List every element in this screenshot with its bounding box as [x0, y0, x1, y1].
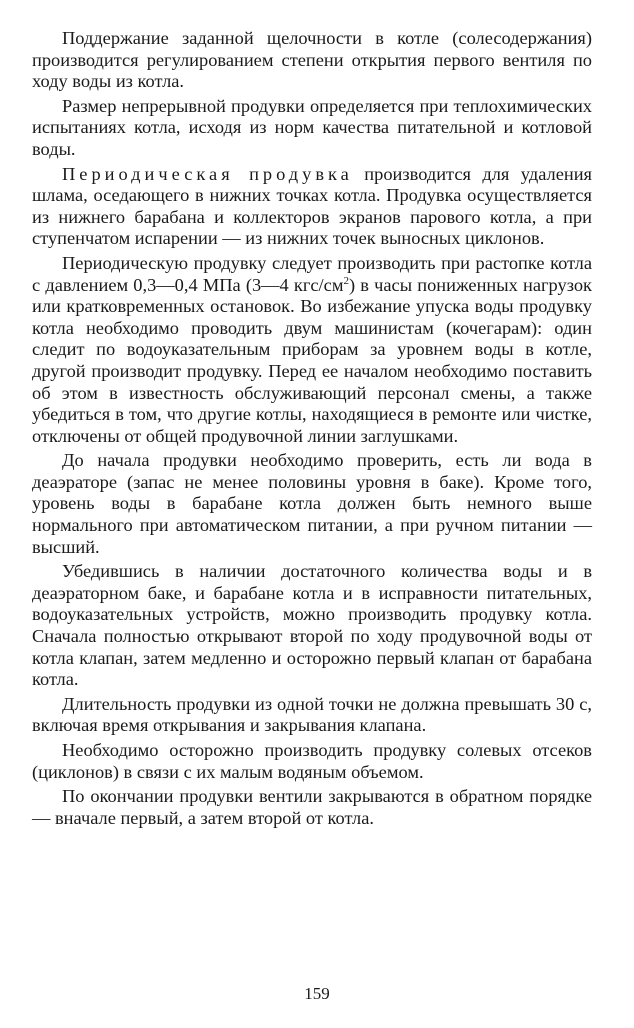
paragraph-blowdown-procedure	[32, 253, 592, 447]
page-number: 159	[304, 984, 330, 1003]
paragraph-closing-order: По окончании продувки вентили закрываются в обратном порядке — вначале первый, а затем второй от котла.	[32, 786, 592, 828]
paragraph-salt-compartments: Необходимо осторожно производить продувку солевых отсеков (циклонов) в связи с их малым водяным объемом.	[32, 740, 592, 782]
page-body	[32, 28, 592, 832]
paragraph-text-after-sup: ) в часы пониженных нагрузок или кратковременных остановок. Во избежание упуска воды продувку котла необходимо проводить двум машинистам (кочегарам): один следит по водоуказательным приборам за уровнем воды в котле, другой производит продувку. Перед ее началом необходимо поставить об этом в известность обслуживающий персонал смены, а также убедиться в том, что другие котлы, находящиеся в ремонте или чистке, отключены от общей продувочной линии заглушками.	[32, 274, 592, 446]
paragraph-deaerator-check: До начала продувки необходимо проверить, есть ли вода в деаэраторе (запас не менее половины уровня в баке). Кроме того, уровень воды в барабане котла должен быть немного выше нормального при автоматическом питании, а при ручном питании — высший.	[32, 450, 592, 557]
emphasis-term: Периодическая продувка	[62, 163, 353, 184]
paragraph-valve-opening: Убедившись в наличии достаточного количества воды и в деаэраторном баке, и барабане котла и в исправности питательных, водоуказательных устройств, можно производить продувку котла. Сначала полностью открывают второй по ходу продувочной воды от котла клапан, затем медленно и осторожно первый клапан от барабана котла.	[32, 561, 592, 690]
paragraph-periodic-blowdown	[32, 164, 592, 250]
paragraph-continuous-blowdown: Размер непрерывной продувки определяется при теплохимических испытаниях котла, исходя из норм качества питательной и котловой воды.	[32, 95, 592, 159]
superscript: 2	[343, 274, 349, 287]
paragraph-duration: Длительность продувки из одной точки не должна превышать 30 с, включая время открывания и закрывания клапана.	[32, 693, 592, 736]
paragraph-text: производится для удаления шлама, оседающего в нижних точках котла. Продувка осуществляется из нижнего барабана и коллекторов экранов парового котла, а при ступенчатом испарении — из нижних точек выносных циклонов.	[32, 163, 592, 249]
paragraph-text-before-sup: Периодическую продувку следует производить при растопке котла с давлением 0,3—0,4 МПа (3—4 кгс/см	[32, 252, 592, 295]
paragraph-alkalinity: Поддержание заданной щелочности в котле (солесодержания) производится регулированием степени открытия первого вентиля по ходу воды из котла.	[32, 28, 592, 92]
